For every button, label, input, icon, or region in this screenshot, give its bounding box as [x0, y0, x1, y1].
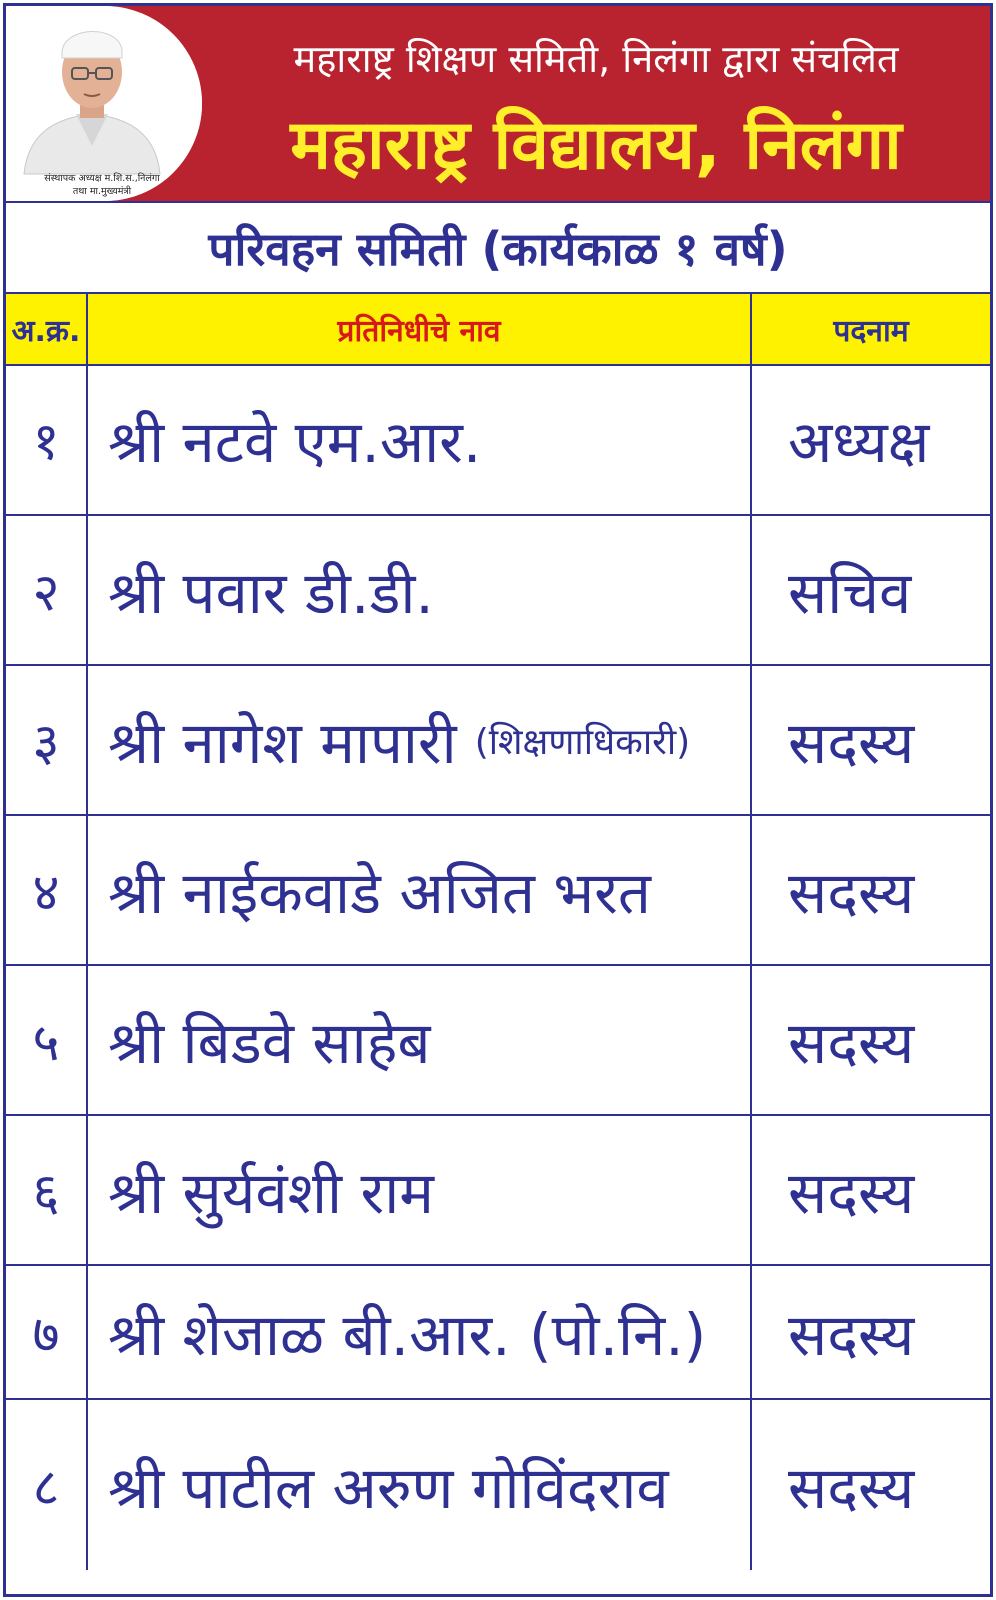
- member-name: [86, 816, 750, 964]
- row-number: ७: [32, 1304, 60, 1365]
- banner-frame: [3, 3, 993, 1597]
- row-number: ८: [32, 1457, 60, 1518]
- row-number: ३: [32, 712, 60, 773]
- member-designation: सदस्य: [750, 966, 990, 1114]
- founder-caption: [14, 172, 190, 198]
- member-designation: अध्यक्ष: [750, 364, 990, 514]
- member-name-text: श्री नागेश मापारी: [108, 708, 457, 777]
- member-role-note: (शिक्षणाधिकारी): [474, 721, 691, 763]
- member-designation: सचिव: [750, 516, 990, 664]
- member-name-text: श्री नाईकवाडे अजित भरत: [108, 858, 651, 927]
- founder-portrait: [6, 6, 202, 201]
- table-row: [6, 966, 990, 1116]
- member-designation: सदस्य: [750, 666, 990, 814]
- member-designation: सदस्य: [750, 816, 990, 964]
- banner-subtitle: महाराष्ट्र शिक्षण समिती, निलंगा द्वारा संचलित: [293, 37, 899, 81]
- table-row: [6, 666, 990, 816]
- member-name-text: श्री सुर्यवंशी राम: [108, 1158, 434, 1227]
- member-name: [86, 1116, 750, 1264]
- column-header-name: प्रतिनिधीचे नाव: [86, 294, 750, 364]
- school-name: महाराष्ट्र विद्यालय, निलंगा: [290, 106, 902, 185]
- member-name: [86, 666, 750, 814]
- row-number: २: [32, 562, 60, 623]
- column-header-designation: पदनाम: [750, 294, 990, 364]
- member-name-text: श्री शेजाळ बी.आर. (पो.नि.): [108, 1300, 707, 1369]
- table-body: [6, 364, 990, 1570]
- row-number: १: [32, 411, 60, 472]
- header-banner: [6, 6, 990, 203]
- member-name-text: श्री पवार डी.डी.: [108, 558, 434, 627]
- table-row: [6, 516, 990, 666]
- founder-caption-line2: तथा मा.मुख्यमंत्री: [72, 186, 132, 197]
- member-name-text: श्री पाटील अरुण गोविंदराव: [108, 1453, 669, 1522]
- row-number: ६: [32, 1162, 60, 1223]
- member-name-text: श्री नटवे एम.आर.: [108, 407, 482, 476]
- founder-caption-line1: संस्थापक अध्यक्ष म.शि.स.,निलंगा: [44, 173, 160, 184]
- row-number: ५: [32, 1012, 60, 1073]
- row-number: ४: [32, 862, 60, 923]
- committee-heading: परिवहन समिती (कार्यकाळ १ वर्ष): [208, 222, 788, 276]
- table-row: [6, 1116, 990, 1266]
- table-header-row: [6, 292, 990, 366]
- member-designation: सदस्य: [750, 1266, 990, 1398]
- member-name: [86, 364, 750, 514]
- table-row: [6, 816, 990, 966]
- column-header-number: अ.क्र.: [11, 313, 81, 349]
- member-designation: सदस्य: [750, 1116, 990, 1264]
- member-name: [86, 966, 750, 1114]
- table-row: [6, 364, 990, 516]
- member-name-text: श्री बिडवे साहेब: [108, 1008, 431, 1077]
- member-name: [86, 1266, 750, 1398]
- member-name: [86, 516, 750, 664]
- member-designation: सदस्य: [750, 1400, 990, 1570]
- table-row: [6, 1266, 990, 1400]
- member-name: [86, 1400, 750, 1570]
- table-row: [6, 1400, 990, 1570]
